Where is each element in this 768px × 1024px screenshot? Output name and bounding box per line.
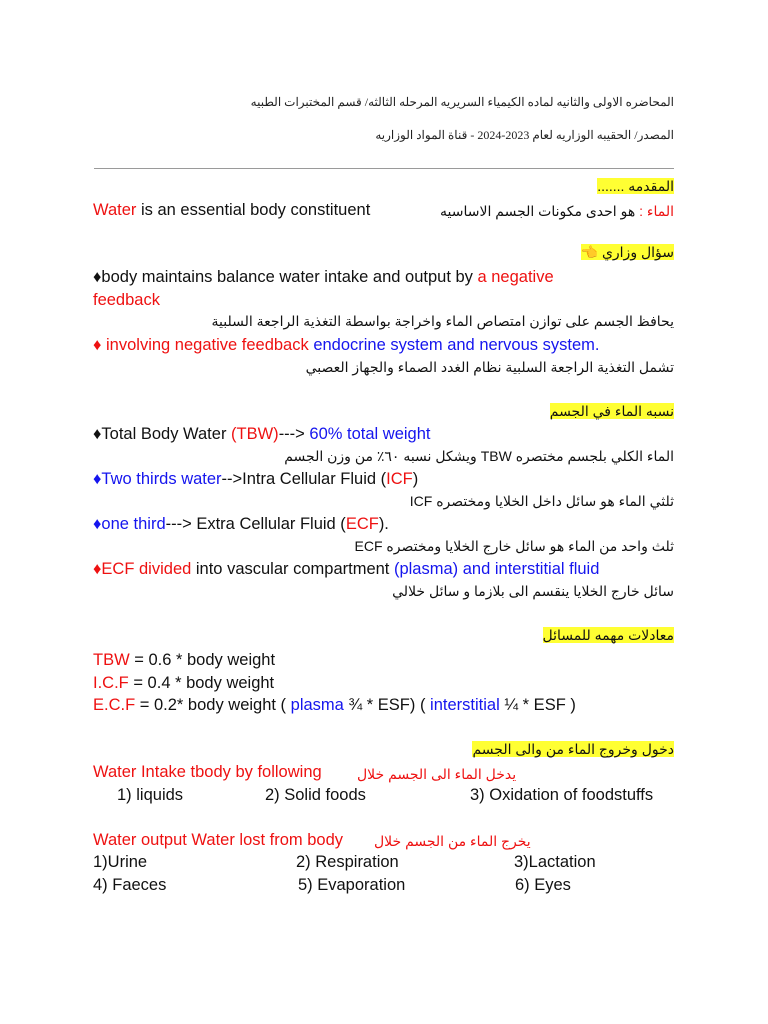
- header-line-1: المحاضره الاولى والثانيه لماده الكيمياء السريريه المرحله الثالثه/ قسم المختبرات الطبيه: [250, 95, 674, 109]
- tbw-arrow: --->: [278, 425, 310, 443]
- ministry-line-1b: feedback: [93, 291, 160, 309]
- output-item-3: 3)Lactation: [514, 853, 596, 871]
- section-heading-equations: [543, 627, 675, 644]
- water-ratio-heading: نسبه الماء في الجسم: [549, 403, 674, 419]
- intake-item-2: 2) Solid foods: [265, 786, 366, 804]
- equation-icf-label: I.C.F: [93, 674, 129, 692]
- icf-arabic: ثلثي الماء هو سائل داخل الخلايا ومختصره ICF: [409, 493, 674, 509]
- ecf-divided-label: ♦ECF divided: [93, 560, 192, 578]
- intro-arabic-water: الماء :: [639, 203, 674, 219]
- equation-icf: [93, 674, 274, 693]
- intake-arabic: يدخل الماء الى الجسم خلال: [357, 766, 517, 782]
- header-line-2: المصدر/ الحقيبه الوزاريه لعام 2023-2024 - قناة المواد الوزاريه: [375, 128, 674, 142]
- equation-ecf: [93, 696, 576, 715]
- output-item-4: 4) Faeces: [93, 876, 167, 894]
- tbw-line: [93, 425, 430, 444]
- ministry-heading-wrap: [581, 244, 674, 260]
- ecf-line: [93, 515, 389, 534]
- ministry-line-1: [93, 268, 554, 287]
- ecf-divided-blue: (plasma) and interstitial fluid: [393, 560, 600, 578]
- equation-ecf-interstitial: interstitial: [430, 696, 500, 714]
- equation-ecf-part-b: ¾ * ESF) (: [343, 696, 431, 714]
- ministry-line-1-red: a negative: [477, 268, 554, 286]
- flow-heading: دخول وخروج الماء من والى الجسم: [472, 741, 674, 757]
- ministry-line-2-red: ♦ involving negative feedback: [93, 336, 314, 354]
- icf-label: -->Intra Cellular Fluid (: [221, 470, 387, 488]
- intro-english-line: [93, 201, 370, 220]
- equation-ecf-label: E.C.F: [93, 696, 136, 714]
- intro-english-text: is an essential body constituent: [136, 201, 371, 219]
- intro-water-word: Water: [93, 201, 137, 219]
- section-heading-ministry: [581, 244, 674, 261]
- ecf-fraction: ♦one third: [93, 515, 166, 533]
- ministry-line-2-arabic: تشمل التغذية الراجعة السلبية نظام الغدد الصماء والجهاز العصبي: [305, 359, 674, 375]
- icf-line: [93, 470, 418, 489]
- tbw-label: ♦Total Body Water: [93, 425, 232, 443]
- equation-ecf-plasma: plasma: [290, 696, 344, 714]
- equation-ecf-part-a: = 0.2* body weight (: [135, 696, 291, 714]
- intro-heading: المقدمه .......: [597, 178, 674, 194]
- section-heading-intro: [597, 178, 674, 195]
- output-item-1: 1)Urine: [93, 853, 148, 871]
- ecf-label: ---> Extra Cellular Fluid (: [165, 515, 346, 533]
- equation-ecf-part-c: ¼ * ESF ): [499, 696, 576, 714]
- intro-arabic-text: هو احدى مكونات الجسم الاساسيه: [440, 203, 640, 219]
- pointing-hand-icon: 👈: [580, 244, 599, 260]
- tbw-abbrev: (TBW): [231, 425, 279, 443]
- section-heading-flow: [472, 741, 674, 758]
- ministry-line-1-arabic: يحافظ الجسم على توازن امتصاص الماء واخراجة بواسطة التغذية الراجعة السلبية: [211, 313, 674, 329]
- tbw-value: 60% total weight: [309, 425, 431, 443]
- equation-tbw-formula: = 0.6 * body weight: [129, 651, 276, 669]
- output-item-6: 6) Eyes: [515, 876, 571, 894]
- output-arabic: يخرج الماء من الجسم خلال: [374, 833, 531, 849]
- ministry-heading: سؤال وزاري: [601, 244, 674, 260]
- ministry-line-1-text: ♦body maintains balance water intake and output by: [93, 268, 478, 286]
- icf-fraction: ♦Two thirds water: [93, 470, 222, 488]
- intake-title: Water Intake tbody by following: [93, 763, 322, 781]
- intake-item-3: 3) Oxidation of foodstuffs: [470, 786, 654, 804]
- equation-icf-formula: = 0.4 * body weight: [128, 674, 275, 692]
- output-title: Water output Water lost from body: [93, 831, 344, 849]
- icf-close: ): [412, 470, 419, 488]
- header-divider: [94, 168, 674, 169]
- ministry-line-2-blue: endocrine system and nervous system.: [313, 336, 600, 354]
- ecf-abbrev: ECF: [345, 515, 379, 533]
- intake-item-1: 1) liquids: [117, 786, 184, 804]
- ecf-arabic: ثلث واحد من الماء هو سائل خارج الخلايا ومختصره ECF: [354, 538, 674, 554]
- section-heading-water-ratio: [550, 403, 674, 420]
- intro-arabic-line: [440, 203, 674, 220]
- ministry-line-2: [93, 336, 599, 355]
- tbw-arabic: الماء الكلي بلجسم مختصره TBW ويشكل نسبه ٦٠٪ من وزن الجسم: [284, 448, 674, 464]
- output-item-5: 5) Evaporation: [298, 876, 406, 894]
- equation-tbw-label: TBW: [93, 651, 130, 669]
- icf-abbrev: ICF: [386, 470, 413, 488]
- equation-tbw: [93, 651, 275, 670]
- equations-heading: معادلات مهمه للمسائل: [542, 627, 674, 643]
- ecf-divided-arabic: سائل خارج الخلايا ينقسم الى بلازما و سائل خلالي: [392, 583, 674, 599]
- output-item-2: 2) Respiration: [296, 853, 399, 871]
- ecf-divided-line: [93, 560, 599, 579]
- ecf-divided-text: into vascular compartment: [191, 560, 394, 578]
- ecf-close: ).: [378, 515, 389, 533]
